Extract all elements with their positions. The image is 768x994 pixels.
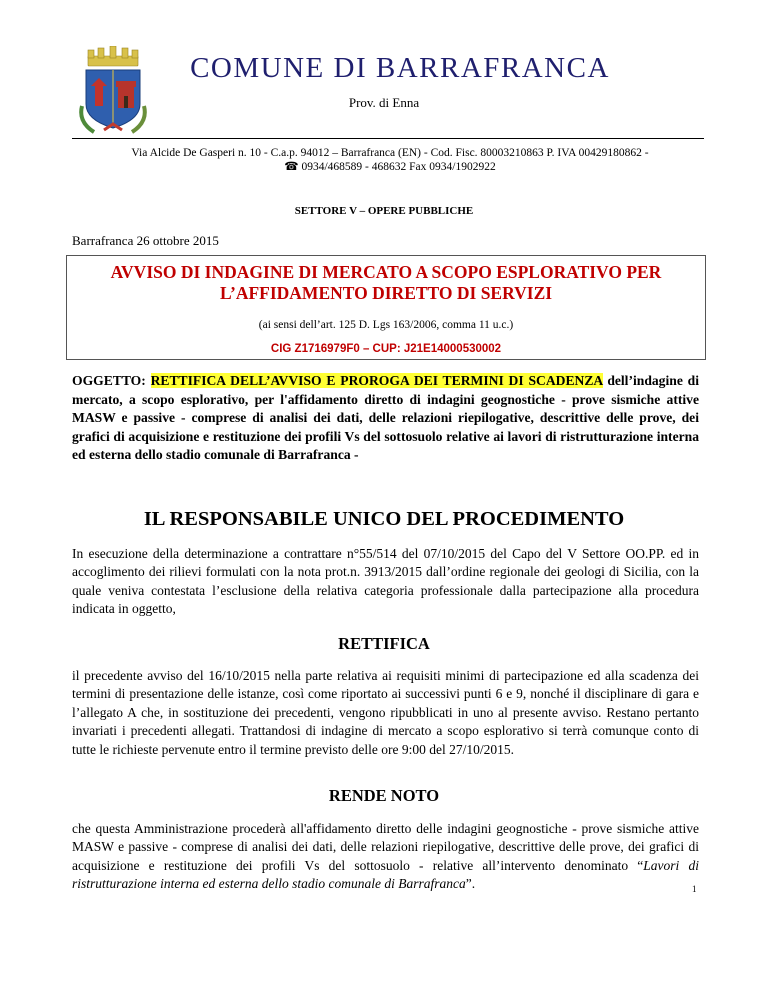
header-divider xyxy=(72,138,704,139)
rende-noto-text: che questa Amministrazione procederà all'affidamento diretto delle indagini geognostiche - prove sismiche attive MASW e passive - comprese di analisi dei dati, delle relazioni riepilogative, descrittive delle prove, dei grafici di acquisizione e restituzione dei profili Vs del sottosuolo - relative all’intervento denominato “ xyxy=(72,821,699,873)
municipal-crest-icon xyxy=(74,46,152,136)
phone-line xyxy=(60,160,720,174)
notice-box xyxy=(66,255,706,360)
rende-noto-end: ”. xyxy=(465,876,476,892)
phone-icon: ☎ xyxy=(284,161,299,173)
subject-label: OGGETTO: xyxy=(72,373,146,388)
phone-fax-text: 0934/468589 - 468632 Fax 0934/1902922 xyxy=(301,161,496,173)
province-label: Prov. di Enna xyxy=(348,95,420,110)
subject-highlight: RETTIFICA DELL’AVVISO E PROROGA DEI TERMINI DI SCADENZA xyxy=(150,373,603,388)
sector-label: SETTORE V – OPERE PUBBLICHE xyxy=(294,205,474,217)
rettifica-heading: RETTIFICA xyxy=(338,634,430,653)
project-name: Lavori di ristrutturazione interna ed esterna dello stadio comunale di Barrafranca xyxy=(72,857,700,892)
address-line: Via Alcide De Gasperi n. 10 - C.a.p. 94012 – Barrafranca (EN) - Cod. Fisc. 80003210863 P. IVA 00429180862 - xyxy=(131,147,649,159)
rettifica-paragraph: il precedente avviso del 16/10/2015 nella parte relativa ai requisiti minimi di partecipazione ed alla scadenza dei termini di presentazione delle istanze, così come riportato ai successivi punti 6 e 9, nonché il disciplinare di gara e l’allegato A che, in sostituzione dei precedenti, vengono ripubblicati in uno al presente avviso. Restano pertanto invariati i precedenti allegati. Trattandosi di indagine di mercato a scopo esplorativo si terrà comunque conto di tutte le richieste pervenute entro il termine previsto delle ore 9:00 del 27/10/2015. xyxy=(72,668,699,757)
address-block xyxy=(60,146,720,174)
notice-title-line2: L’AFFIDAMENTO DIRETTO DI SERVIZI xyxy=(219,283,553,303)
notice-title-line1: AVVISO DI INDAGINE DI MERCATO A SCOPO ESPLORATIVO PER xyxy=(110,262,662,282)
subject-text: dell’indagine di mercato, a scopo esplorativo, per l'affidamento diretto di indagini geognostiche - prove sismiche attive MASW e passive - comprese di analisi dei dati, delle relazioni riepilogative, descrittive delle prove, dei grafici di acquisizione e restituzione dei profili Vs del sottosuolo relative ai lavori di ristrutturazione interna ed esterna dello stadio comunale di Barrafranca - xyxy=(72,373,699,463)
notice-title xyxy=(67,262,705,304)
legal-reference: (ai sensi dell’art. 125 D. Lgs 163/2006, comma 11 u.c.) xyxy=(258,319,514,331)
rup-heading: IL RESPONSABILE UNICO DEL PROCEDIMENTO xyxy=(143,508,625,530)
municipality-title: COMUNE DI BARRAFRANCA xyxy=(190,52,610,84)
intro-paragraph: In esecuzione della determinazione a contrattare n°55/514 del 07/10/2015 del Capo del V Settore OO.PP. ed in accoglimento dei rilievi formulati con la nota prot.n. 3913/2015 dall’ordine regionale dei geologi di Sicilia, con la quale veniva contestata l’esclusione della relativa categoria professionale dalla partecipazione alla procedura indicata in oggetto, xyxy=(72,546,699,617)
rende-noto-heading: RENDE NOTO xyxy=(328,786,440,805)
rende-noto-paragraph xyxy=(72,820,699,894)
subject-paragraph xyxy=(72,372,699,465)
cig-cup-code: CIG Z1716979F0 – CUP: J21E14000530002 xyxy=(270,343,502,355)
document-date: Barrafranca 26 ottobre 2015 xyxy=(72,233,219,248)
page-number: 1 xyxy=(692,884,697,894)
